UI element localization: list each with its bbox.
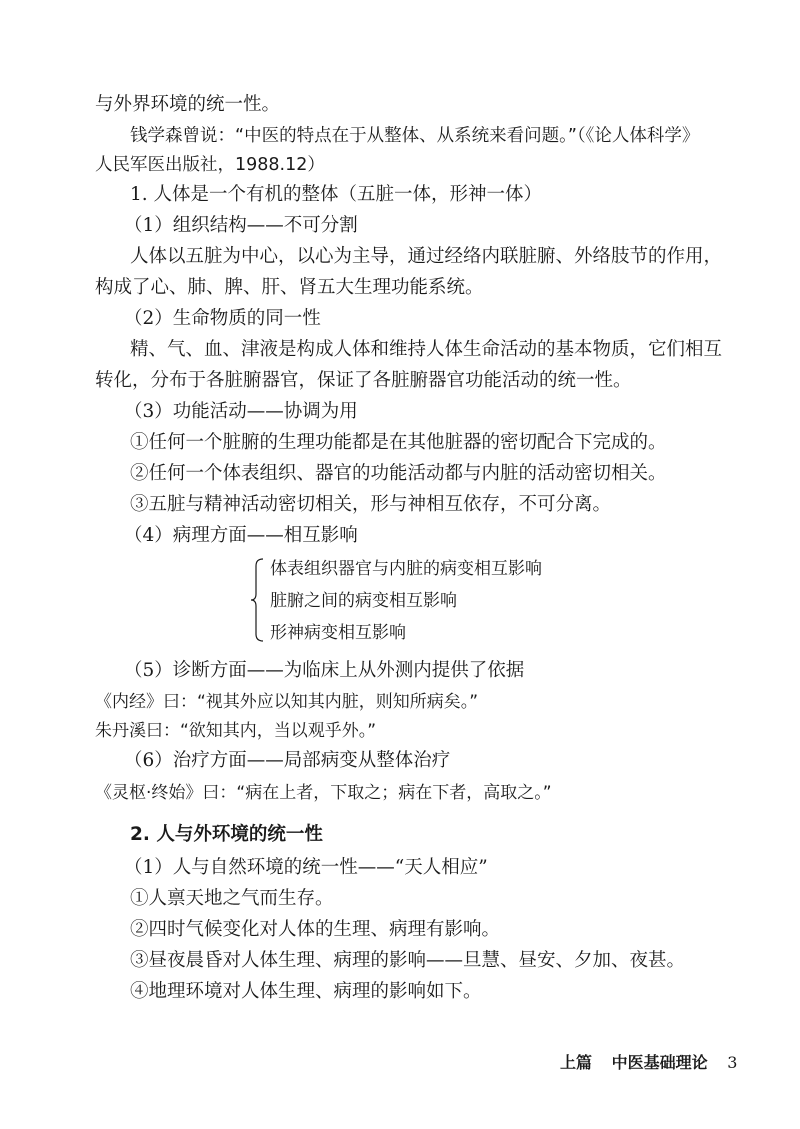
list-item: ①任何一个脏腑的生理功能都是在其他脏器的密切配合下完成的。 xyxy=(130,432,667,453)
footer-part: 上篇 xyxy=(560,1053,593,1072)
quote-line: 《灵枢·终始》曰：“病在上者，下取之；病在下者，高取之。” xyxy=(95,783,552,803)
brace-item: 体表组织器官与内脏的病变相互影响 xyxy=(270,559,542,579)
brace-item: 脏腑之间的病变相互影响 xyxy=(270,591,457,611)
left-brace-icon xyxy=(250,558,264,642)
subheading: （4）病理方面——相互影响 xyxy=(124,525,358,546)
subheading: （5）诊断方面——为临床上从外测内提供了依据 xyxy=(124,660,525,681)
list-item: ①人禀天地之气而生存。 xyxy=(130,888,334,909)
quote-line: 《内经》曰：“视其外应以知其内脏，则知所病矣。” xyxy=(95,692,479,712)
quote-source-line: 人民军医出版社，1988.12） xyxy=(95,155,325,175)
brace-item: 形神病变相互影响 xyxy=(270,623,406,643)
list-item: ③五脏与精神活动密切相关，形与神相互依存，不可分离。 xyxy=(130,494,612,515)
subheading: （1）人与自然环境的统一性——“天人相应” xyxy=(124,857,488,878)
list-item: ③昼夜晨昏对人体生理、病理的影响——旦慧、昼安、夕加、夜甚。 xyxy=(130,950,686,971)
quote-line: 钱学森曾说：“中医的特点在于从整体、从系统来看问题。”（《论人体科学》 xyxy=(130,126,700,146)
subheading: （6）治疗方面——局部病变从整体治疗 xyxy=(124,750,451,771)
text-line: 与外界环境的统一性。 xyxy=(95,94,281,115)
list-item: ②任何一个体表组织、器官的功能活动都与内脏的活动密切相关。 xyxy=(130,463,667,484)
text-line: 精、气、血、津液是构成人体和维持人体生命活动的基本物质，它们相互 xyxy=(130,339,723,360)
list-item: ②四时气候变化对人体的生理、病理有影响。 xyxy=(130,919,501,940)
page-number: 3 xyxy=(727,1053,738,1072)
list-item: ④地理环境对人体生理、病理的影响如下。 xyxy=(130,981,482,1002)
text-line: 转化，分布于各脏腑器官，保证了各脏腑器官功能活动的统一性。 xyxy=(95,370,632,391)
footer-book-title: 中医基础理论 xyxy=(611,1053,708,1072)
quote-line: 朱丹溪曰：“欲知其内，当以观乎外。” xyxy=(95,721,377,741)
section-heading: 1. 人体是一个有机的整体（五脏一体，形神一体） xyxy=(130,184,543,205)
page-footer xyxy=(560,1050,751,1073)
text-line: 人体以五脏为中心，以心为主导，通过经络内联脏腑、外络肢节的作用， xyxy=(130,246,723,267)
text-line: 构成了心、肺、脾、肝、肾五大生理功能系统。 xyxy=(95,277,484,298)
subheading: （2）生命物质的同一性 xyxy=(124,308,321,329)
subheading: （3）功能活动——协调为用 xyxy=(124,401,358,422)
section-heading: 2. 人与外环境的统一性 xyxy=(130,824,323,845)
subheading: （1）组织结构——不可分割 xyxy=(124,215,358,236)
